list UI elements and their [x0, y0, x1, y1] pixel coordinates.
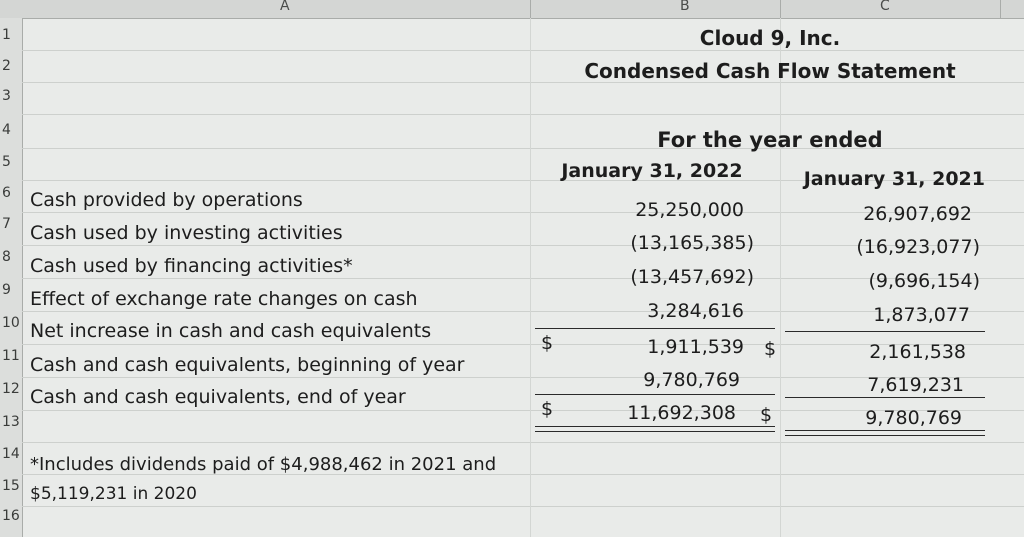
row-header-1[interactable]: 1: [2, 27, 11, 43]
subtotal-underline: [535, 328, 775, 329]
value-2022[interactable]: (13,165,385): [630, 232, 754, 254]
column-divider: [1000, 0, 1001, 18]
value-2021[interactable]: 9,780,769: [865, 407, 962, 429]
total-underline: [535, 394, 775, 395]
value-2022[interactable]: 25,250,000: [635, 199, 744, 221]
value-2021[interactable]: 26,907,692: [863, 203, 972, 225]
row-header-4[interactable]: 4: [2, 122, 11, 138]
row-header-5[interactable]: 5: [2, 154, 11, 170]
grid-line: [22, 506, 1024, 507]
row-header-2[interactable]: 2: [2, 58, 11, 74]
line-item-label[interactable]: Effect of exchange rate changes on cash: [30, 288, 418, 310]
column-header-2021[interactable]: January 31, 2021: [803, 168, 985, 190]
column-header-a[interactable]: A: [280, 0, 290, 14]
column-header-2022[interactable]: January 31, 2022: [561, 160, 743, 182]
row-header-10[interactable]: 10: [2, 315, 20, 331]
currency-symbol: $: [760, 404, 773, 426]
value-2022[interactable]: 1,911,539: [647, 336, 744, 358]
column-divider: [780, 0, 781, 18]
line-item-label[interactable]: Cash provided by operations: [30, 189, 303, 211]
value-2021[interactable]: 1,873,077: [873, 304, 970, 326]
row-header-12[interactable]: 12: [2, 381, 20, 397]
value-2021[interactable]: 7,619,231: [867, 374, 964, 396]
grid-column-line: [780, 18, 781, 537]
row-header-13[interactable]: 13: [2, 414, 20, 430]
double-underline: [785, 430, 985, 436]
grid-column-line: [530, 18, 531, 537]
row-header-14[interactable]: 14: [2, 446, 20, 462]
currency-symbol: $: [764, 338, 777, 360]
grid-line: [22, 442, 1024, 443]
row-header-11[interactable]: 11: [2, 348, 20, 364]
line-item-label[interactable]: Cash used by investing activities: [30, 222, 343, 244]
line-item-label[interactable]: Cash used by financing activities*: [30, 255, 353, 277]
row-header-15[interactable]: 15: [2, 478, 20, 494]
grid-line: [22, 50, 1024, 51]
company-name[interactable]: Cloud 9, Inc.: [699, 26, 841, 50]
row-header-8[interactable]: 8: [2, 249, 11, 265]
value-2022[interactable]: 11,692,308: [627, 402, 736, 424]
column-divider: [530, 0, 531, 18]
column-header-c[interactable]: C: [880, 0, 890, 14]
row-header-7[interactable]: 7: [2, 216, 11, 232]
period-heading[interactable]: For the year ended: [657, 128, 883, 152]
grid-line: [22, 114, 1024, 115]
line-item-label[interactable]: Cash and cash equivalents, end of year: [30, 386, 406, 408]
currency-symbol: $: [541, 398, 554, 420]
row-header-3[interactable]: 3: [2, 88, 11, 104]
footnote-line-1[interactable]: *Includes dividends paid of $4,988,462 in 2021 and: [30, 454, 497, 475]
row-header-6[interactable]: 6: [2, 185, 11, 201]
value-2022[interactable]: 3,284,616: [647, 300, 744, 322]
value-2021[interactable]: 2,161,538: [869, 341, 966, 363]
value-2022[interactable]: 9,780,769: [643, 369, 740, 391]
statement-title[interactable]: Condensed Cash Flow Statement: [584, 59, 956, 83]
value-2021[interactable]: (9,696,154): [868, 270, 980, 292]
column-header-bar: [0, 0, 1024, 19]
value-2022[interactable]: (13,457,692): [630, 266, 754, 288]
row-header-9[interactable]: 9: [2, 282, 11, 298]
line-item-label[interactable]: Net increase in cash and cash equivalents: [30, 320, 432, 342]
line-item-label[interactable]: Cash and cash equivalents, beginning of year: [30, 354, 465, 376]
column-header-b[interactable]: B: [680, 0, 690, 14]
row-header-bar: [0, 18, 23, 537]
value-2021[interactable]: (16,923,077): [856, 236, 980, 258]
currency-symbol: $: [541, 332, 554, 354]
total-underline: [785, 397, 985, 398]
subtotal-underline: [785, 331, 985, 332]
row-header-16[interactable]: 16: [2, 508, 20, 524]
double-underline: [535, 426, 775, 432]
footnote-line-2[interactable]: $5,119,231 in 2020: [30, 484, 197, 504]
